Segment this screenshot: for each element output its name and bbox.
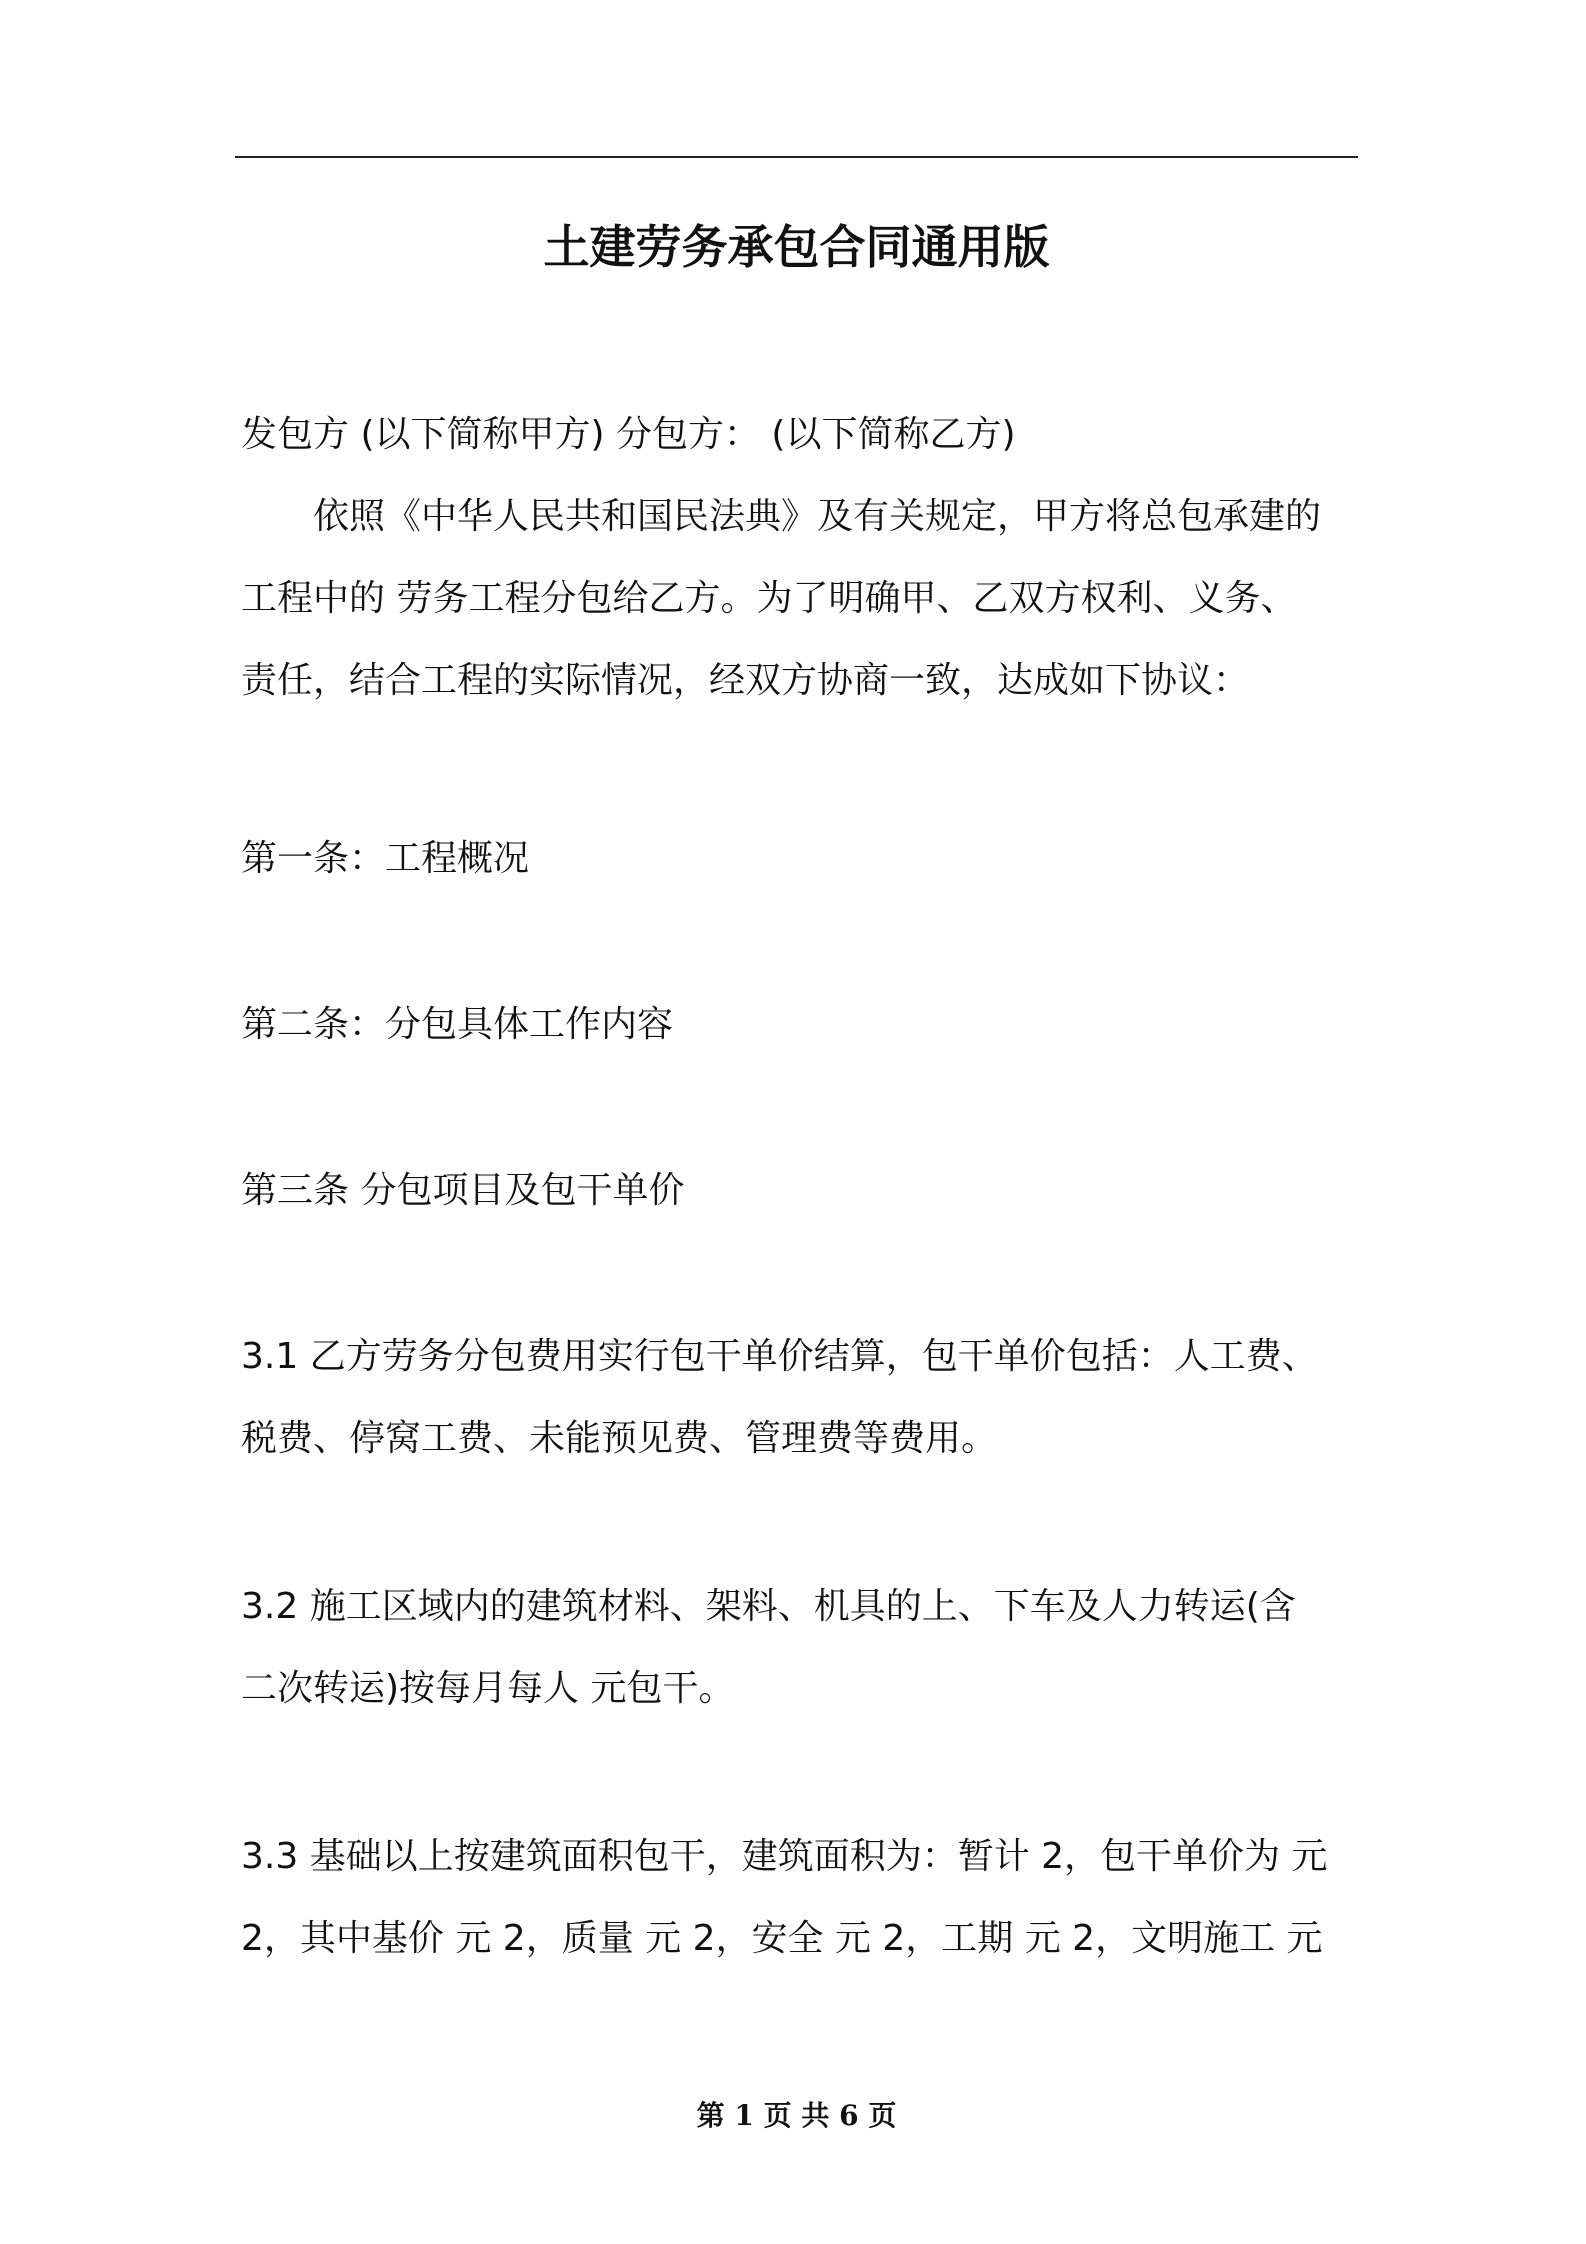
parties-text: 发包方 (以下简称甲方) 分包方： (以下简称乙方) bbox=[241, 414, 1016, 455]
article-3-heading bbox=[241, 1150, 1358, 1232]
clause-3-3 bbox=[241, 1816, 1358, 1980]
clause-line: 3.2 施工区域内的建筑材料、架料、机具的上、下车及人力转运(含 bbox=[241, 1586, 1296, 1627]
intro-line: 依照《中华人民共和国民法典》及有关规定，甲方将总包承建的 bbox=[313, 496, 1322, 537]
clause-line: 二次转运)按每月每人 元包干。 bbox=[241, 1668, 735, 1709]
page-number: 第 1 页 共 6 页 bbox=[696, 2099, 897, 2132]
header-rule bbox=[235, 156, 1358, 158]
clause-3-1 bbox=[241, 1316, 1358, 1480]
clause-line: 3.3 基础以上按建筑面积包干，建筑面积为：暂计 2，包干单价为 元 bbox=[241, 1836, 1328, 1877]
article-3-text: 第三条 分包项目及包干单价 bbox=[241, 1170, 685, 1211]
clause-line: 3.1 乙方劳务分包费用实行包干单价结算，包干单价包括：人工费、 bbox=[241, 1336, 1318, 1377]
intro-line: 工程中的 劳务工程分包给乙方。为了明确甲、乙双方权利、义务、 bbox=[241, 578, 1297, 619]
intro-line: 责任，结合工程的实际情况，经双方协商一致，达成如下协议： bbox=[241, 660, 1250, 701]
article-2-text: 第二条：分包具体工作内容 bbox=[241, 1004, 674, 1045]
article-1-heading bbox=[241, 818, 1358, 900]
clause-3-2 bbox=[241, 1566, 1358, 1730]
article-2-heading bbox=[241, 984, 1358, 1066]
intro-paragraph bbox=[241, 476, 1358, 722]
clause-line: 2，其中基价 元 2，质量 元 2，安全 元 2，工期 元 2，文明施工 元 bbox=[241, 1918, 1323, 1959]
document-title: 土建劳务承包合同通用版 bbox=[543, 220, 1050, 274]
article-1-text: 第一条：工程概况 bbox=[241, 838, 530, 879]
parties-line bbox=[241, 394, 1358, 476]
clause-line: 税费、停窝工费、未能预见费、管理费等费用。 bbox=[241, 1418, 998, 1459]
